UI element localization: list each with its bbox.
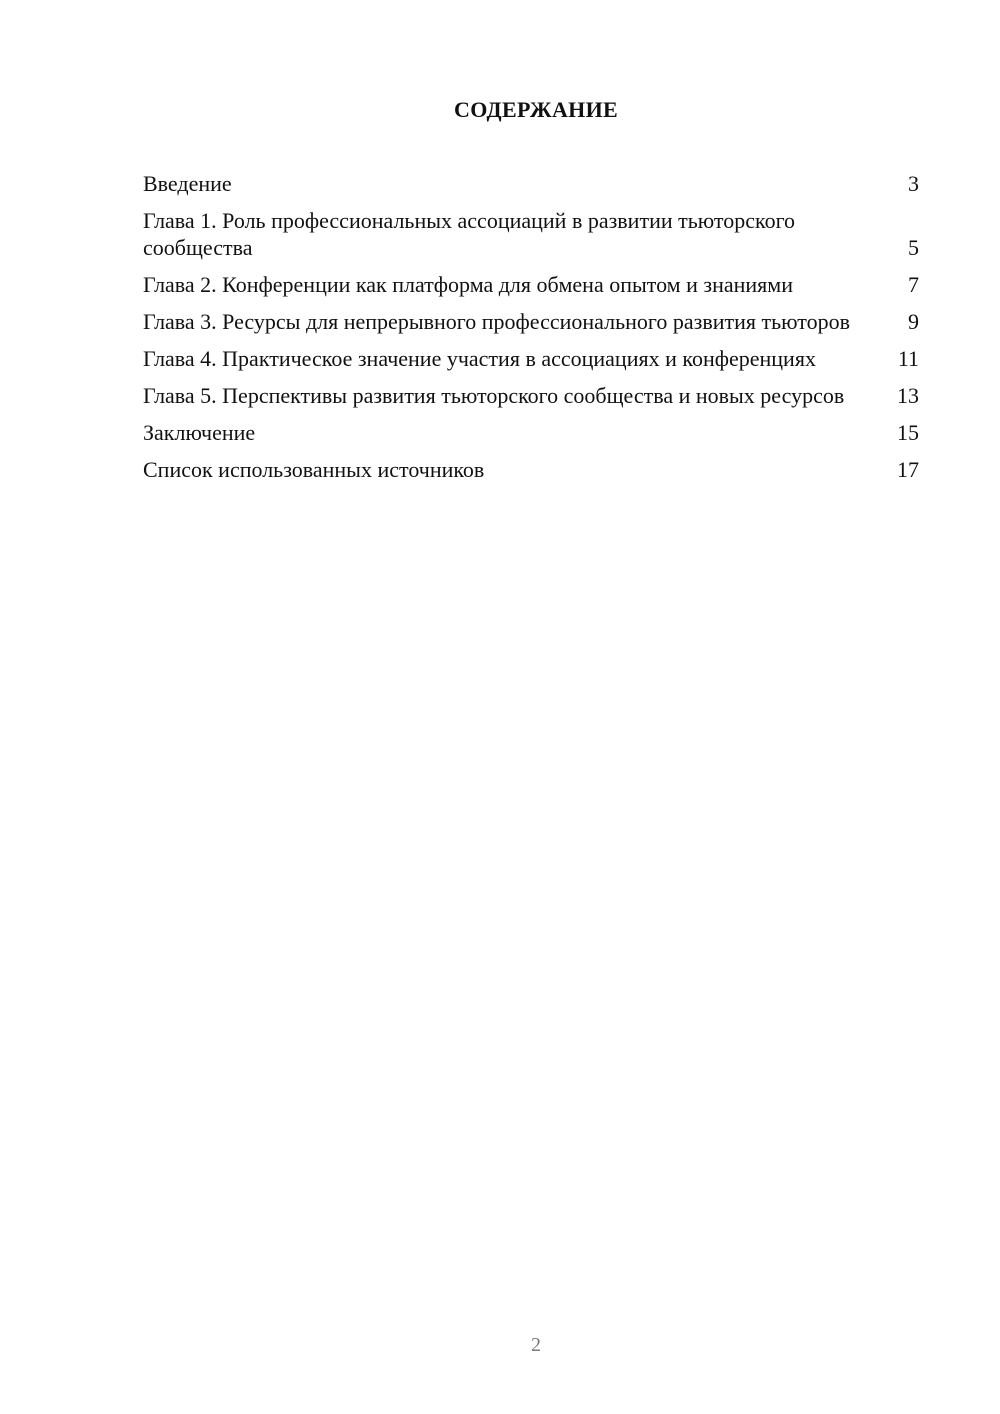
toc-entry-page: 13 <box>897 383 919 408</box>
toc-entry-label: Глава 5. Перспективы развития тьюторского сообщества и новых ресурсов <box>143 383 845 408</box>
toc-entry-label: Глава 3. Ресурсы для непрерывного профессионального развития тьюторов <box>143 309 850 334</box>
toc-entry-page: 9 <box>908 309 919 334</box>
page-number: 2 <box>531 1334 541 1356</box>
table-of-contents <box>143 170 919 493</box>
toc-entry-introduction <box>143 170 919 197</box>
toc-entry-page: 17 <box>897 457 919 482</box>
toc-entry-chapter-4 <box>143 345 919 372</box>
toc-entry-chapter-5 <box>143 382 919 409</box>
toc-entry-label: Список использованных источников <box>143 457 485 482</box>
toc-entry-label: Глава 1. Роль профессиональных ассоциаций в развитии тьюторского сообщества <box>143 208 796 260</box>
page-title: СОДЕРЖАНИЕ <box>454 97 618 122</box>
toc-entry-references <box>143 456 919 483</box>
toc-entry-page: 7 <box>908 272 919 297</box>
toc-entry-conclusion <box>143 419 919 446</box>
toc-entry-page: 3 <box>908 171 919 196</box>
toc-entry-label: Глава 4. Практическое значение участия в ассоциациях и конференциях <box>143 346 816 371</box>
toc-entry-page: 11 <box>897 346 919 371</box>
toc-entry-label: Заключение <box>143 420 256 445</box>
toc-entry-chapter-2 <box>143 271 919 298</box>
toc-entry-page: 15 <box>897 420 919 445</box>
toc-entry-label: Глава 2. Конференции как платформа для обмена опытом и знаниями <box>143 272 793 297</box>
toc-entry-label: Введение <box>143 171 232 196</box>
toc-entry-page: 5 <box>908 235 919 260</box>
toc-entry-chapter-3 <box>143 308 919 335</box>
toc-entry-chapter-1 <box>143 207 919 261</box>
